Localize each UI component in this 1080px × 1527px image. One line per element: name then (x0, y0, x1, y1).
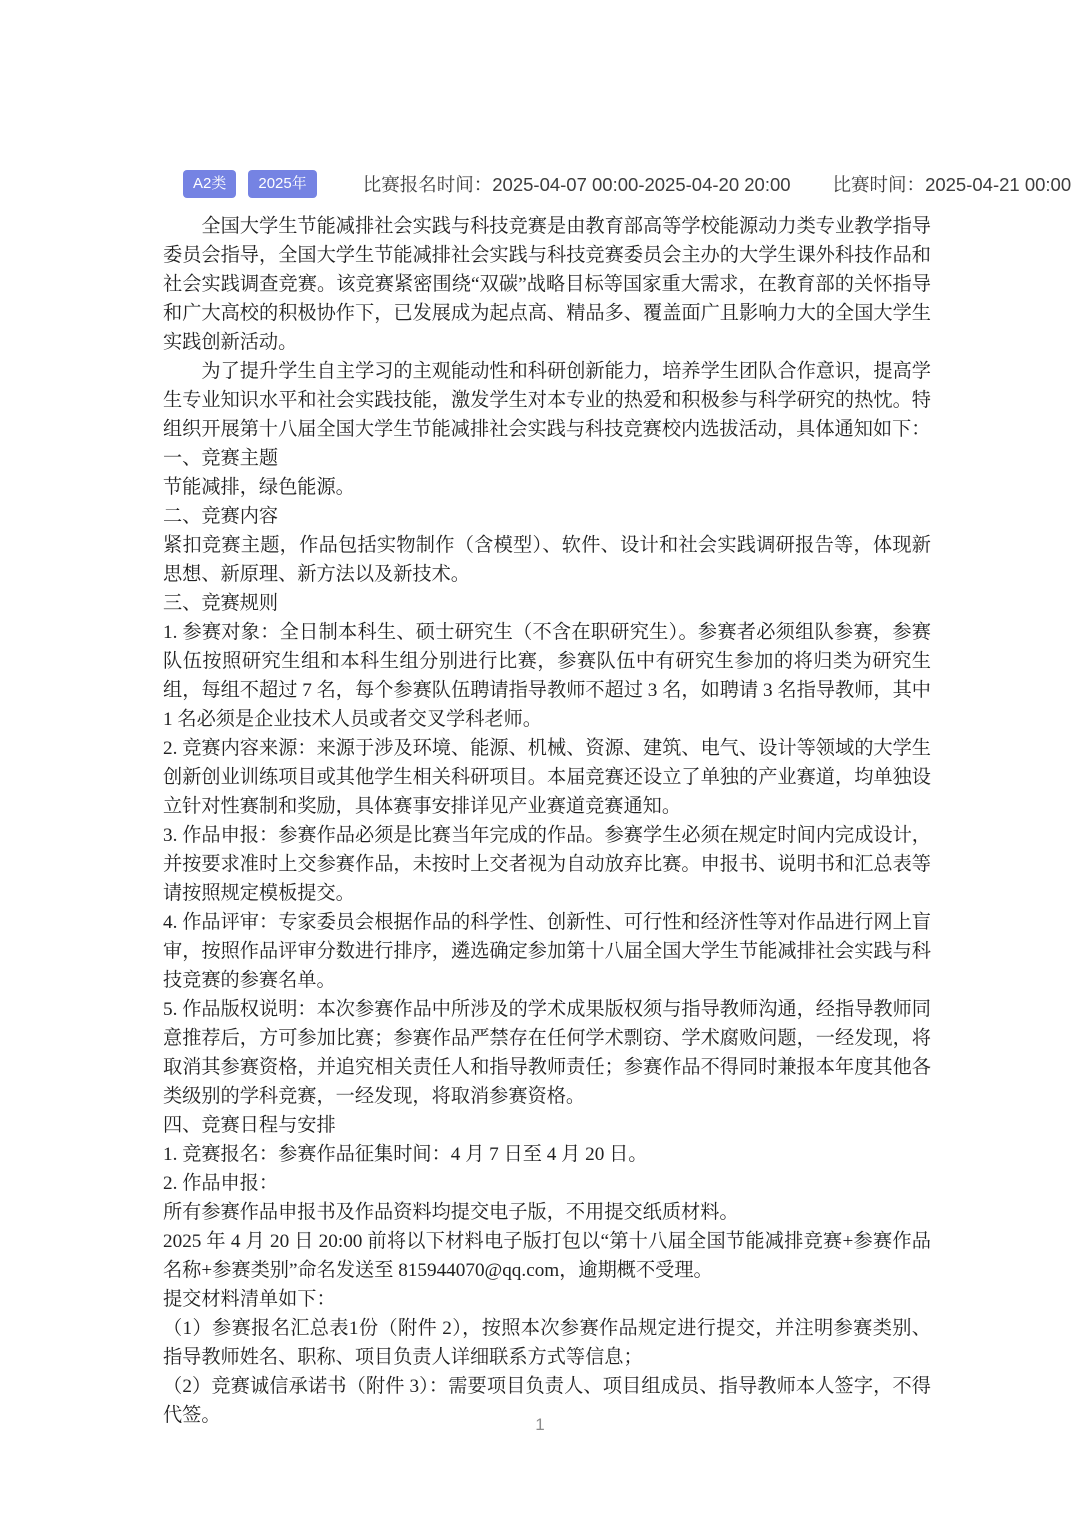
schedule-1-registration: 1. 竞赛报名：参赛作品征集时间：4 月 7 日至 4 月 20 日。 (163, 1144, 648, 1165)
section-1-body: 节能减排，绿色能源。 (163, 477, 355, 498)
competition-time-value: 2025-04-21 00:00 (925, 174, 1072, 195)
rule-1-participants: 1. 参赛对象：全日制本科生、硕士研究生（不含在职研究生）。参赛者必须组队参赛，参赛队伍按照研究生组和本科生组分别进行比赛，参赛队伍中有研究生参加的将归类为研究生组，每组不超过 7 名，每个参赛队伍聘请指导教师不超过 3 名，如聘请 3 名指导教师，其中 1 名必须是企业技术人员或者交叉学科老师。 (163, 622, 931, 730)
rule-4-review: 4. 作品评审：专家委员会根据作品的科学性、创新性、可行性和经济性等对作品进行网上盲审，按照作品评审分数进行排序，遴选确定参加第十八届全国大学生节能减排社会实践与科技竞赛的参赛名单。 (163, 912, 931, 991)
purpose-paragraph: 为了提升学生自主学习的主观能动性和科研创新能力，培养学生团队合作意识，提高学生专业知识水平和社会实践技能，激发学生对本专业的热爱和积极参与科学研究的热忱。特组织开展第十八届全国大学生节能减排社会实践与科技竞赛校内选拔活动，具体通知如下： (163, 361, 931, 440)
meta-header (183, 170, 1072, 198)
section-4-heading: 四、竞赛日程与安排 (163, 1115, 336, 1136)
section-2-body: 紧扣竞赛主题，作品包括实物制作（含模型）、软件、设计和社会实践调研报告等，体现新思想、新原理、新方法以及新技术。 (163, 535, 931, 585)
rule-3-submission: 3. 作品申报：参赛作品必须是比赛当年完成的作品。参赛学生必须在规定时间内完成设计，并按要求准时上交参赛作品，未按时上交者视为自动放弃比赛。申报书、说明书和汇总表等请按照规定模板提交。 (163, 825, 931, 904)
competition-time (833, 171, 1072, 197)
registration-time-value: 2025-04-07 00:00-2025-04-20 20:00 (492, 174, 791, 195)
material-item-2: （2）竞赛诚信承诺书（附件 3）：需要项目负责人、项目组成员、指导教师本人签字，不得代签。 (163, 1376, 931, 1426)
intro-paragraph: 全国大学生节能减排社会实践与科技竞赛是由教育部高等学校能源动力类专业教学指导委员会指导，全国大学生节能减排社会实践与科技竞赛委员会主办的大学生课外科技作品和社会实践调查竞赛。该竞赛紧密围绕“双碳”战略目标等国家重大需求，在教育部的关怀指导和广大高校的积极协作下，已发展成为起点高、精品多、覆盖面广且影响力大的全国大学生实践创新活动。 (163, 216, 931, 353)
declaration-deadline: 2025 年 4 月 20 日 20:00 前将以下材料电子版打包以“第十八届全国节能减排竞赛+参赛作品名称+参赛类别”命名发送至 815944070@qq.com，逾期概不受理。 (163, 1231, 931, 1281)
rule-2-content-source: 2. 竞赛内容来源：来源于涉及环境、能源、机械、资源、建筑、电气、设计等领域的大学生创新创业训练项目或其他学生相关科研项目。本届竞赛还设立了单独的产业赛道，均单独设立针对性赛制和奖励，具体赛事安排详见产业赛道竞赛通知。 (163, 738, 931, 817)
section-3-heading: 三、竞赛规则 (163, 593, 279, 614)
schedule-2-declaration: 2. 作品申报： (163, 1173, 279, 1194)
page-number: 1 (535, 1415, 545, 1434)
registration-time (363, 171, 791, 197)
section-2-heading: 二、竞赛内容 (163, 506, 279, 527)
section-1-heading: 一、竞赛主题 (163, 448, 279, 469)
rule-5-copyright: 5. 作品版权说明：本次参赛作品中所涉及的学术成果版权须与指导教师沟通，经指导教师同意推荐后，方可参加比赛；参赛作品严禁存在任何学术剽窃、学术腐败问题，一经发现，将取消其参赛资格，并追究相关责任人和指导教师责任；参赛作品不得同时兼报本年度其他各类级别的学科竞赛，一经发现，将取消参赛资格。 (163, 999, 931, 1107)
materials-list-intro: 提交材料清单如下： (163, 1289, 336, 1310)
registration-time-label: 比赛报名时间： (362, 174, 493, 195)
notice-body (163, 212, 931, 1430)
material-item-1: （1）参赛报名汇总表1份（附件 2），按照本次参赛作品规定进行提交，并注明参赛类别、指导教师姓名、职称、项目负责人详细联系方式等信息； (163, 1318, 931, 1368)
year-badge: 2025年 (248, 170, 316, 198)
declaration-note: 所有参赛作品申报书及作品资料均提交电子版，不用提交纸质材料。 (163, 1202, 739, 1223)
competition-time-label: 比赛时间： (832, 174, 926, 195)
category-badge: A2类 (183, 170, 236, 198)
